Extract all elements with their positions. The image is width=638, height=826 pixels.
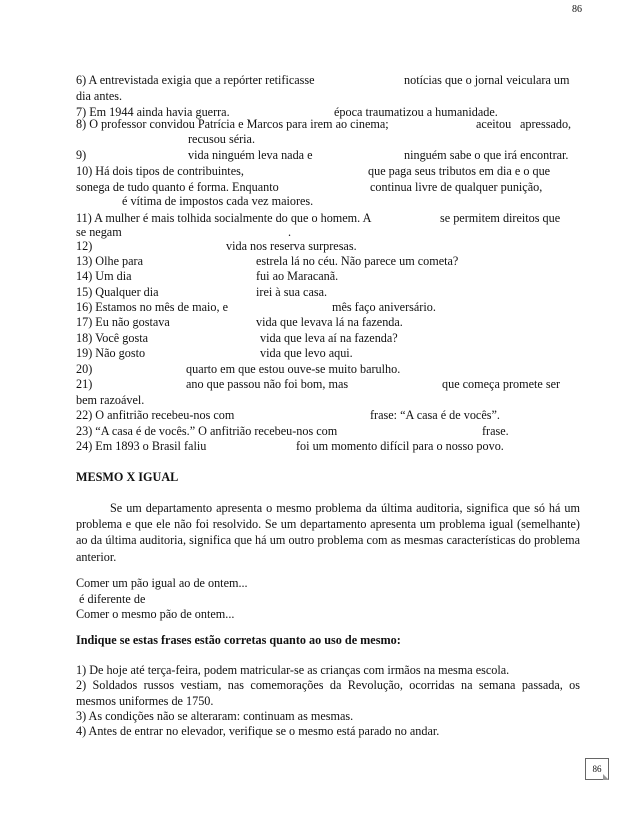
example-line: Comer o mesmo pão de ontem...: [76, 607, 235, 621]
exercise-text: 23) “A casa é de vocês.” O anfitrião recebeu-nos com: [76, 424, 338, 438]
exercise-text: 11) A mulher é mais tolhida socialmente do que o homem. A: [76, 211, 372, 225]
exercise-text: 18) Você gosta: [76, 331, 148, 345]
exercise-text: 19) Não gosto: [76, 346, 146, 360]
exercise-text: 14) Um dia: [76, 269, 132, 283]
exercise-text: 12): [76, 239, 93, 253]
exercise-text: vida ninguém leva nada e: [188, 148, 313, 162]
exercise-text: 10) Há dois tipos de contribuintes,: [76, 164, 244, 178]
page-fold-icon: [603, 774, 609, 780]
page-number-top: 86: [572, 4, 582, 15]
section-title: MESMO X IGUAL: [76, 470, 179, 484]
exercise-text: que começa promete ser: [442, 377, 561, 391]
exercise-text: mês faço aniversário.: [332, 300, 436, 314]
exercise-text: vida nos reserva surpresas.: [226, 239, 357, 253]
example-line: Comer um pão igual ao de ontem...: [76, 576, 248, 590]
exercise-text: recusou séria.: [188, 132, 256, 146]
exercise-text: 20): [76, 362, 93, 376]
instruction: Indique se estas frases estão corretas quanto ao uso de mesmo:: [76, 633, 401, 647]
exercise-text: estrela lá no céu. Não parece um cometa?: [256, 254, 459, 268]
exercise-text: 7) Em 1944 ainda havia guerra.: [76, 105, 230, 119]
exercise-text: 17) Eu não gostava: [76, 315, 170, 329]
exercise-text: .: [288, 225, 292, 239]
exercise-text: 21): [76, 377, 93, 391]
exercise-text: apressado,: [520, 117, 572, 131]
exercise-text: ninguém sabe o que irá encontrar.: [404, 148, 569, 162]
exercise-text: notícias que o jornal veiculara um: [404, 73, 570, 87]
list-item: 4) Antes de entrar no elevador, verifique se o mesmo está parado no andar.: [76, 724, 440, 738]
exercise-text: ano que passou não foi bom, mas: [186, 377, 349, 391]
list-item: 2) Soldados russos vestiam, nas comemorações da Revolução, ocorridas na semana passada, os mesmos uniformes de 1750.: [76, 678, 580, 709]
exercise-text: frase: “A casa é de vocês”.: [370, 408, 500, 422]
exercise-text: época traumatizou a humanidade.: [334, 105, 498, 119]
exercise-text: é vítima de impostos cada vez maiores.: [122, 194, 314, 208]
list-item: 3) As condições não se alteraram: continuam as mesmas.: [76, 709, 354, 723]
exercise-text: dia antes.: [76, 89, 123, 103]
exercise-text: bem razoável.: [76, 393, 145, 407]
exercise-text: continua livre de qualquer punição,: [370, 180, 543, 194]
exercise-text: 8) O professor convidou Patrícia e Marcos para irem ao cinema;: [76, 117, 389, 131]
exercise-text: frase.: [482, 424, 509, 438]
exercise-text: foi um momento difícil para o nosso povo.: [296, 439, 504, 453]
example-line: é diferente de: [76, 592, 146, 606]
exercise-text: 24) Em 1893 o Brasil faliu: [76, 439, 207, 453]
exercise-text: 6) A entrevistada exigia que a repórter retificasse: [76, 73, 315, 87]
exercise-text: sonega de tudo quanto é forma. Enquanto: [76, 180, 279, 194]
exercise-text: 15) Qualquer dia: [76, 285, 159, 299]
exercise-text: vida que leva aí na fazenda?: [260, 331, 398, 345]
exercise-text: 9): [76, 148, 87, 162]
page-number-label: 86: [592, 764, 602, 774]
exercise-text: fui ao Maracanã.: [256, 269, 339, 283]
exercise-text: 16) Estamos no mês de maio, e: [76, 300, 228, 314]
page-number-badge: [585, 758, 609, 780]
exercise-text: se negam: [76, 225, 122, 239]
exercise-text: quarto em que estou ouve-se muito barulho.: [186, 362, 401, 376]
exercise-text: 13) Olhe para: [76, 254, 144, 268]
exercise-text: irei à sua casa.: [256, 285, 328, 299]
exercise-text: aceitou: [476, 117, 512, 131]
exercise-text: vida que levo aqui.: [260, 346, 353, 360]
list-item: 1) De hoje até terça-feira, podem matricular-se as crianças com irmãos na mesma escola.: [76, 663, 510, 677]
section-paragraph: [76, 500, 580, 565]
exercise-text: que paga seus tributos em dia e o que: [368, 164, 551, 178]
exercise-text: 22) O anfitrião recebeu-nos com: [76, 408, 235, 422]
paragraph-text: Se um departamento apresenta o mesmo problema da última auditoria, significa que só há um problema e que ele não foi resolvido. Se um departamento apresenta um problema igual (semelhante) ao da última auditoria, significa que há um outro problema com as mesmas características do problema anterior.: [76, 501, 580, 564]
exercise-text: se permitem direitos que: [440, 211, 561, 225]
exercise-text: vida que levava lá na fazenda.: [256, 315, 403, 329]
